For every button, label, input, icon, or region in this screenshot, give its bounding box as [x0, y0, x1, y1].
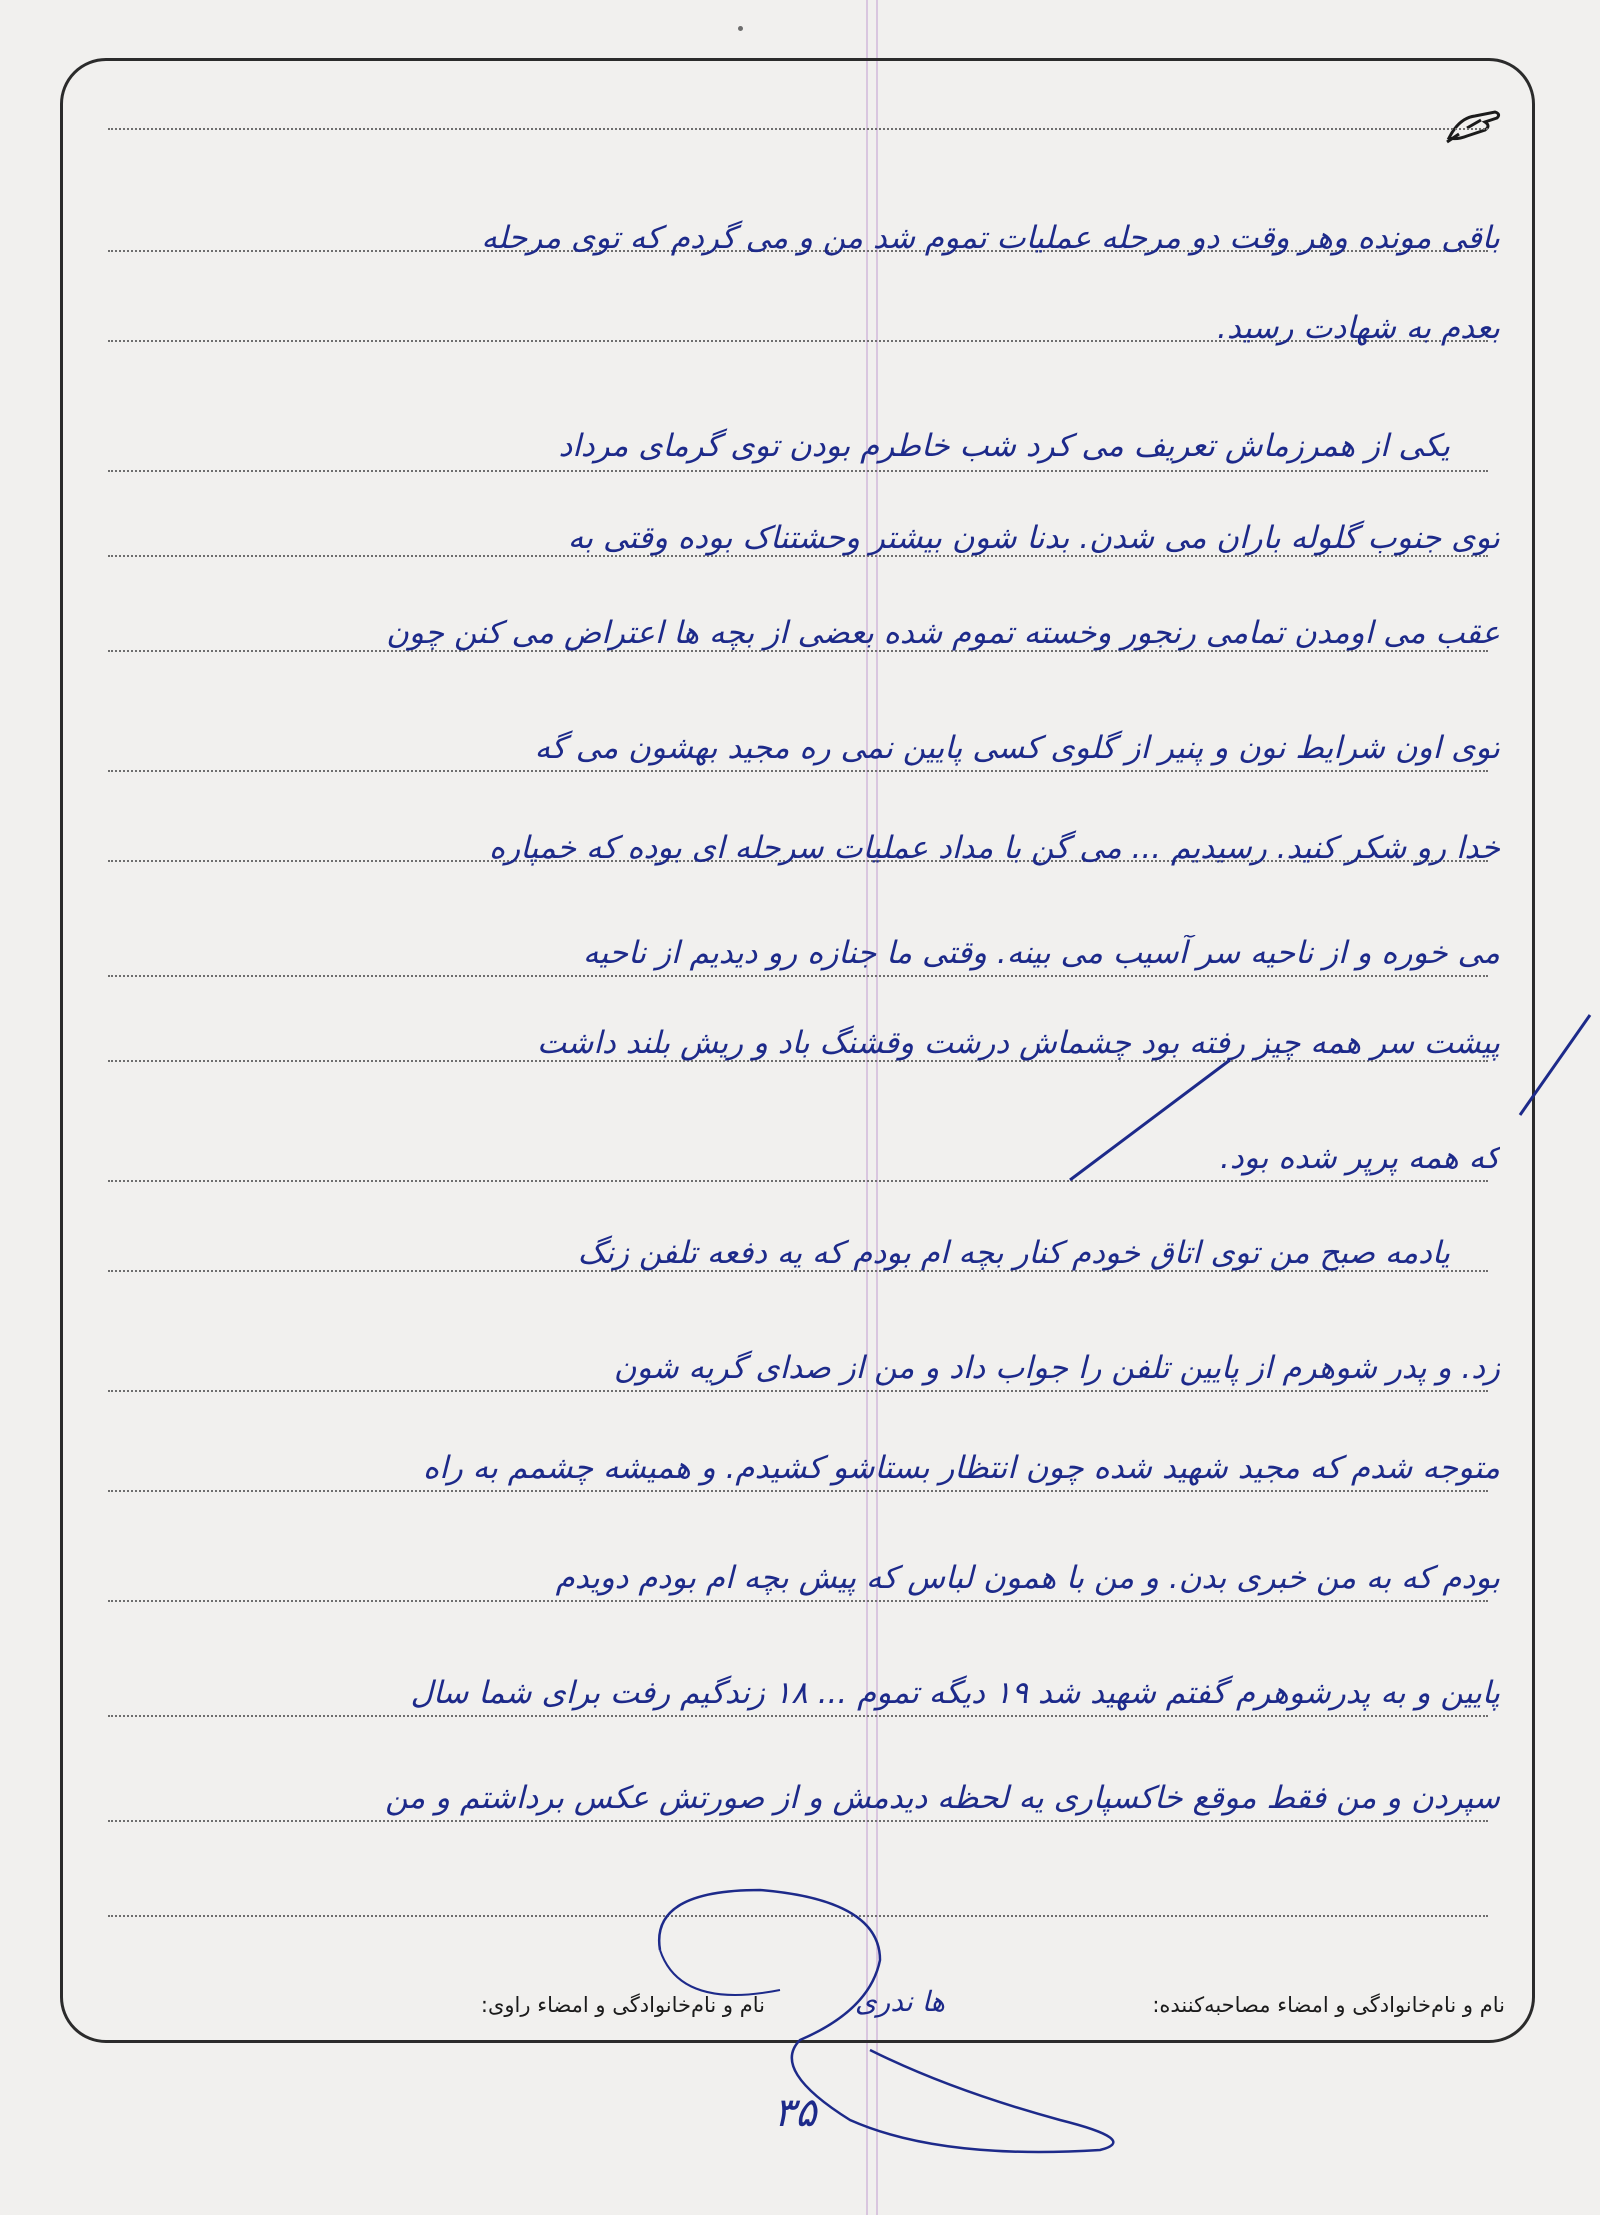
- handwritten-line: پایین و به پدرشوهرم گفتم شهید شد ۱۹ دیگه تموم ... ۱۸ زندگیم رفت برای شما سال: [410, 1675, 1500, 1711]
- footer: [95, 1985, 1505, 2025]
- check-mark: [1515, 1010, 1595, 1120]
- handwritten-line: که همه پرپر شده بود.: [1220, 1140, 1500, 1176]
- handwritten-line: خدا رو شکر کنید. رسیدیم ... می گن با مداد عملیات سرحله ای بوده که خمپاره: [489, 830, 1500, 866]
- ruled-line: [108, 470, 1488, 472]
- interviewer-signature: ها ندری: [854, 1985, 945, 2018]
- ruled-line: [108, 1715, 1488, 1717]
- ruled-line: [108, 770, 1488, 772]
- handwritten-line: بودم که به من خبری بدن. و من با همون لباس که پیش بچه ام بودم دویدم: [555, 1560, 1500, 1596]
- handwritten-line: سپردن و من فقط موقع خاکسپاری یه لحظه دیدمش و از صورتش عکس برداشتم و من: [385, 1780, 1500, 1816]
- ruled-line: [108, 1490, 1488, 1492]
- check-mark: [1060, 1050, 1240, 1190]
- writing-hand-icon: [1445, 108, 1505, 144]
- handwritten-line: یادمه صبح من توی اتاق خودم کنار بچه ام بودم که یه دفعه تلفن زنگ: [577, 1235, 1450, 1271]
- handwritten-line: عقب می اومدن تمامی رنجور وخسته تموم شده بعضی از بچه ها اعتراض می کنن چون: [386, 615, 1500, 651]
- ruled-line: [108, 1820, 1488, 1822]
- narrator-label: نام و نام‌خانوادگی و امضاء راوی:: [480, 1993, 765, 2017]
- ruled-line: [108, 1390, 1488, 1392]
- handwritten-line: باقی مونده وهر وقت دو مرحله عملیات تموم شد من و می گردم که توی مرحله: [481, 220, 1500, 256]
- ruled-line: [108, 1600, 1488, 1602]
- interviewer-label: نام و نام‌خانوادگی و امضاء مصاحبه‌کننده:: [1152, 1993, 1505, 2017]
- handwritten-line: می خوره و از ناحیه سر آسیب می بینه. وقتی ما جنازه رو دیدیم از ناحیه: [582, 935, 1500, 971]
- page-number: ۳۵: [773, 2090, 817, 2136]
- handwritten-line: پیشت سر همه چیز رفته بود چشماش درشت وقشنگ باد و ریش بلند داشت: [536, 1025, 1500, 1061]
- handwritten-line: بعدم به شهادت رسید.: [1217, 310, 1500, 346]
- handwritten-line: متوجه شدم که مجید شهید شده چون انتظار بستاشو کشیدم. و همیشه چشمم به راه: [422, 1450, 1500, 1486]
- handwritten-line: زد. و پدر شوهرم از پایین تلفن را جواب داد و من از صدای گریه شون: [613, 1350, 1500, 1386]
- ruled-line: [108, 1180, 1488, 1182]
- handwritten-line: توی اون شرایط نون و پنیر از گلوی کسی پایین نمی ره مجید بهشون می گه: [534, 730, 1500, 766]
- dot-mark: [738, 26, 743, 31]
- ruled-line: [108, 128, 1488, 130]
- handwritten-line: توی جنوب گلوله باران می شدن. بدنا شون بیشتر وحشتناک بوده وقتی به: [567, 520, 1500, 556]
- ruled-line: [108, 975, 1488, 977]
- handwritten-line: یکی از همرزماش تعریف می کرد شب خاطرم بودن توی گرمای مرداد: [558, 428, 1450, 464]
